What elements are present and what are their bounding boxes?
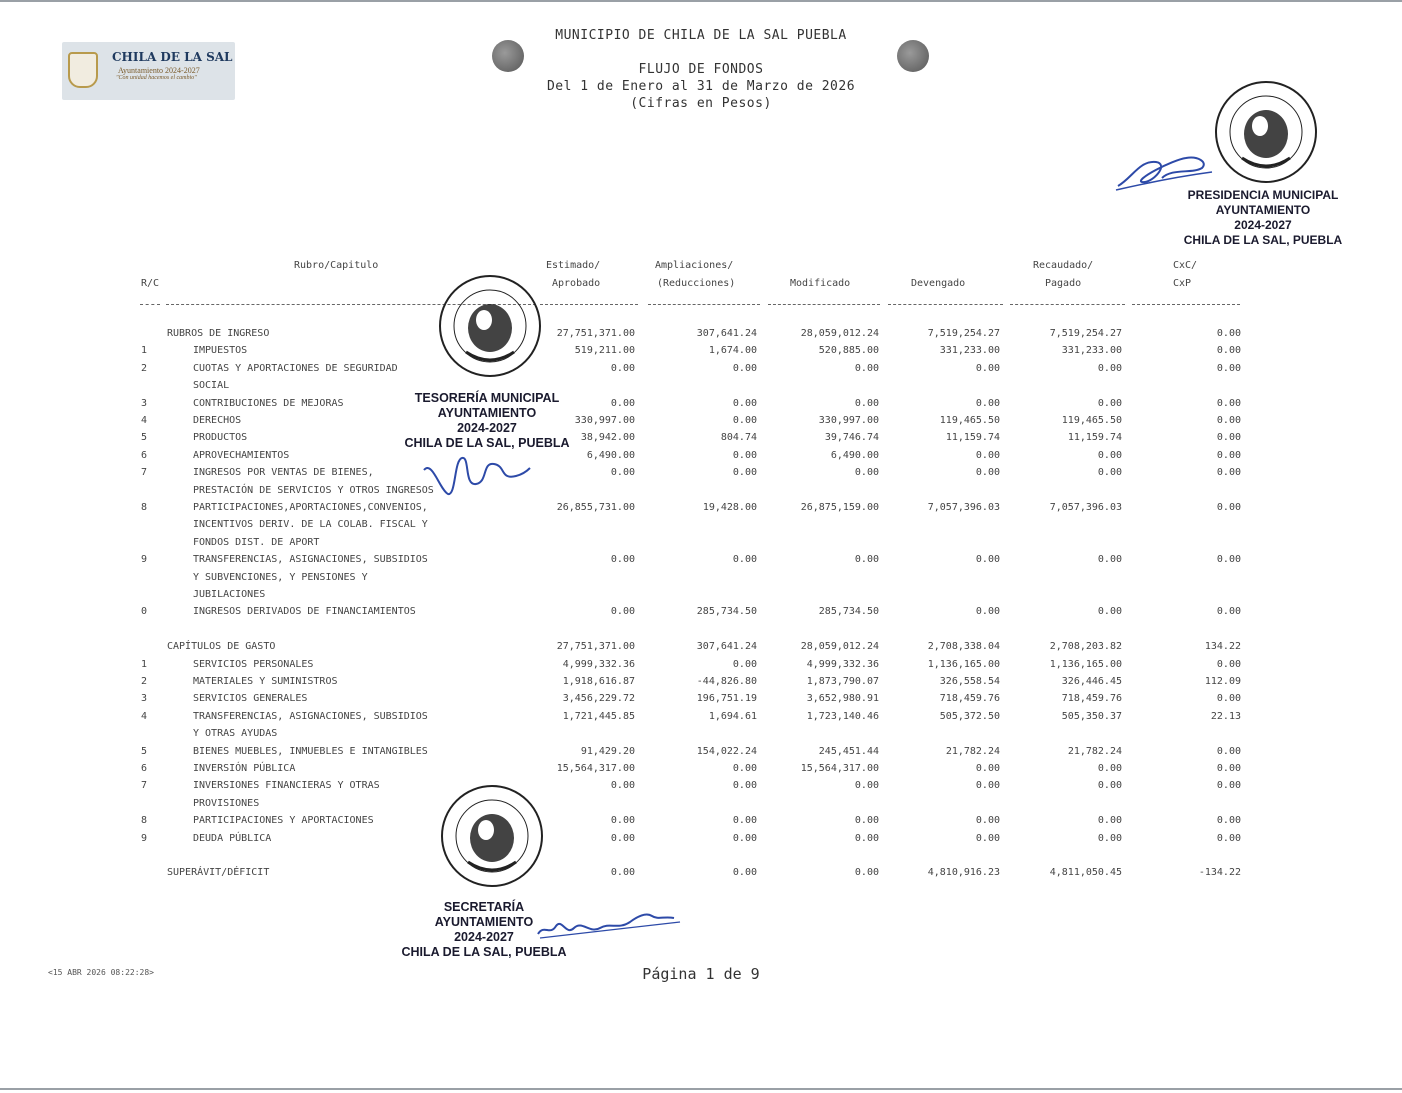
seal-line: TESORERÍA MUNICIPAL <box>414 391 560 405</box>
row-value: 0.00 <box>1216 502 1241 513</box>
row-value: 0.00 <box>1216 345 1241 357</box>
table-row <box>0 432 1402 449</box>
table-row <box>0 763 1402 780</box>
seal-line: AYUNTAMIENTO <box>1215 203 1311 217</box>
table-row <box>0 537 1402 554</box>
row-value: 4,999,332.36 <box>562 658 635 670</box>
row-label: SERVICIOS PERSONALES <box>193 658 314 670</box>
row-label: APROVECHAMIENTOS <box>193 449 290 461</box>
row-value: 0.00 <box>975 763 1000 774</box>
table-row <box>0 833 1402 850</box>
row-label: RUBROS DE INGRESO <box>167 328 270 339</box>
row-value: 0.00 <box>732 415 757 426</box>
row-label: Y OTRAS AYUDAS <box>193 728 278 740</box>
table-row <box>0 641 1402 658</box>
org-name: MUNICIPIO DE CHILA DE LA SAL PUEBLA <box>555 28 847 43</box>
row-value: 326,446.45 <box>1061 676 1122 687</box>
row-label: INCENTIVOS DERIV. DE LA COLAB. FISCAL Y <box>193 519 428 531</box>
row-value: 3,652,980.91 <box>806 693 879 705</box>
row-value: 0.00 <box>1097 815 1122 827</box>
row-value: 1,674.00 <box>708 345 757 357</box>
tesoreria-seal-text <box>392 391 582 451</box>
table-row <box>0 450 1402 467</box>
row-value: 0.00 <box>1216 815 1241 827</box>
row-value: 331,233.00 <box>1061 345 1122 357</box>
table-row <box>0 485 1402 502</box>
row-label: JUBILACIONES <box>193 589 266 600</box>
seal-line: SECRETARÍA <box>443 900 525 914</box>
national-seal-icon <box>438 782 546 890</box>
row-label: CAPÍTULOS DE GASTO <box>167 641 276 653</box>
row-value: -134.22 <box>1198 867 1241 879</box>
row-value: 7,057,396.03 <box>1049 502 1122 513</box>
logo-subtitle: Ayuntamiento 2024-2027 <box>118 66 200 75</box>
presidencia-seal <box>1212 78 1320 186</box>
row-value: 27,751,371.00 <box>556 328 635 339</box>
row-value: 112.09 <box>1204 676 1241 687</box>
row-value: 0.00 <box>1216 449 1241 461</box>
page-number: Página 1 de 9 <box>642 965 760 983</box>
row-value: 718,459.76 <box>939 693 1000 705</box>
col-recaudado-1: Recaudado/ <box>1033 260 1094 271</box>
row-label: DERECHOS <box>193 415 242 426</box>
table-row <box>0 693 1402 710</box>
table-row <box>0 589 1402 606</box>
col-recaudado-2: Pagado <box>1045 278 1082 289</box>
row-value: 119,465.50 <box>939 415 1000 426</box>
row-label: INGRESOS DERIVADOS DE FINANCIAMIENTOS <box>193 606 416 618</box>
row-value: 0.00 <box>854 815 879 827</box>
row-value: 505,350.37 <box>1061 710 1122 722</box>
row-value: 0.00 <box>1216 780 1241 792</box>
row-code: 1 <box>141 658 148 670</box>
logo-motto: "Con unidad hacemos el cambio" <box>116 75 197 81</box>
row-code: 8 <box>141 502 148 513</box>
table-row <box>0 415 1402 432</box>
row-value: 3,456,229.72 <box>562 693 635 705</box>
scan-edge-top <box>0 0 1402 2</box>
row-value: 285,734.50 <box>818 606 879 618</box>
row-value: 520,885.00 <box>818 345 879 357</box>
row-value: 285,734.50 <box>696 606 757 618</box>
row-code: 9 <box>141 832 148 844</box>
table-row <box>0 606 1402 623</box>
row-label: CONTRIBUCIONES DE MEJORAS <box>193 397 344 409</box>
table-row <box>0 867 1402 884</box>
row-value: 0.00 <box>1097 397 1122 409</box>
row-value: 1,694.61 <box>708 710 757 722</box>
row-code: 9 <box>141 554 148 566</box>
row-label: PRESTACIÓN DE SERVICIOS Y OTROS INGRESOS <box>193 484 434 496</box>
row-value: 119,465.50 <box>1061 415 1122 426</box>
row-value: 0.00 <box>975 780 1000 792</box>
row-value: 0.00 <box>732 780 757 792</box>
table-row <box>0 711 1402 728</box>
row-value: 0.00 <box>610 554 635 566</box>
print-timestamp: <15 ABR 2026 08:22:28> <box>48 968 154 977</box>
logo-name: CHILA DE LA SAL <box>112 50 233 64</box>
header-rule <box>648 304 760 305</box>
row-value: 330,997.00 <box>574 415 635 426</box>
row-value: 0.00 <box>610 606 635 618</box>
presidencia-seal-text <box>1168 188 1358 248</box>
secretaria-signature <box>534 906 684 942</box>
row-code: 6 <box>141 763 148 774</box>
table-row <box>0 676 1402 693</box>
row-value: 718,459.76 <box>1061 693 1122 705</box>
row-label: INVERSIONES FINANCIERAS Y OTRAS <box>193 780 380 792</box>
header-rule <box>540 304 638 305</box>
row-label: PARTICIPACIONES Y APORTACIONES <box>193 815 374 827</box>
row-value: 134.22 <box>1204 641 1241 653</box>
table-row <box>0 624 1402 641</box>
row-value: 307,641.24 <box>696 328 757 339</box>
table-row <box>0 572 1402 589</box>
row-value: 154,022.24 <box>696 745 757 757</box>
header-rule <box>140 304 160 305</box>
row-code: 7 <box>141 780 148 792</box>
row-label: INVERSIÓN PÚBLICA <box>193 763 296 774</box>
row-label: FONDOS DIST. DE APORT <box>193 536 320 548</box>
row-value: 0.00 <box>1216 328 1241 339</box>
row-code: 2 <box>141 676 148 687</box>
row-value: 1,136,165.00 <box>1049 658 1122 670</box>
row-label: CUOTAS Y APORTACIONES DE SEGURIDAD <box>193 362 398 374</box>
row-code: 4 <box>141 415 148 426</box>
table-row <box>0 398 1402 415</box>
row-value: 26,875,159.00 <box>800 502 879 513</box>
row-label: TRANSFERENCIAS, ASIGNACIONES, SUBSIDIOS <box>193 710 428 722</box>
row-value: 11,159.74 <box>945 432 1000 444</box>
row-value: 4,811,050.45 <box>1049 867 1122 879</box>
row-code: 5 <box>141 745 148 757</box>
table-row <box>0 798 1402 815</box>
seal-line: CHILA DE LA SAL, PUEBLA <box>404 436 570 450</box>
row-value: 0.00 <box>1216 554 1241 566</box>
row-code: 5 <box>141 432 148 444</box>
row-value: 330,997.00 <box>818 415 879 426</box>
table-row <box>0 850 1402 867</box>
row-value: 0.00 <box>854 362 879 374</box>
row-value: 4,999,332.36 <box>806 658 879 670</box>
table-row <box>0 746 1402 763</box>
col-devengado: Devengado <box>911 278 966 289</box>
row-label: PROVISIONES <box>193 797 260 809</box>
row-value: 0.00 <box>854 832 879 844</box>
row-label: DEUDA PÚBLICA <box>193 832 272 844</box>
row-value: 0.00 <box>975 397 1000 409</box>
table-row <box>0 328 1402 345</box>
row-value: 0.00 <box>732 362 757 374</box>
header-rule <box>1132 304 1240 305</box>
row-value: 0.00 <box>610 362 635 374</box>
seal-line: 2024-2027 <box>454 930 514 944</box>
row-value: 1,873,790.07 <box>806 676 879 687</box>
row-value: 2,708,338.04 <box>927 641 1000 653</box>
row-value: 0.00 <box>1216 832 1241 844</box>
row-value: 21,782.24 <box>945 745 1000 757</box>
row-code: 4 <box>141 710 148 722</box>
tesoreria-signature <box>420 450 532 498</box>
row-value: 0.00 <box>1216 606 1241 618</box>
row-value: 0.00 <box>854 467 879 479</box>
table-row <box>0 659 1402 676</box>
row-value: 0.00 <box>732 867 757 879</box>
row-value: 11,159.74 <box>1067 432 1122 444</box>
row-value: 0.00 <box>1097 449 1122 461</box>
table-row <box>0 380 1402 397</box>
row-label: TRANSFERENCIAS, ASIGNACIONES, SUBSIDIOS <box>193 554 428 566</box>
row-value: 0.00 <box>1097 606 1122 618</box>
row-value: 0.00 <box>610 832 635 844</box>
row-value: 0.00 <box>975 815 1000 827</box>
row-code: 2 <box>141 362 148 374</box>
row-value: 1,723,140.46 <box>806 710 879 722</box>
row-value: 0.00 <box>1216 693 1241 705</box>
row-value: 6,490.00 <box>586 449 635 461</box>
row-value: 0.00 <box>854 867 879 879</box>
row-code: 7 <box>141 467 148 479</box>
report-title: FLUJO DE FONDOS <box>638 62 764 77</box>
row-code: 0 <box>141 606 148 618</box>
row-value: 26,855,731.00 <box>556 502 635 513</box>
row-value: 1,136,165.00 <box>927 658 1000 670</box>
row-value: 0.00 <box>1097 554 1122 566</box>
row-value: -44,826.80 <box>696 676 757 687</box>
row-value: 0.00 <box>975 606 1000 618</box>
row-label: SOCIAL <box>193 380 230 392</box>
row-value: 0.00 <box>610 815 635 827</box>
row-value: 28,059,012.24 <box>800 641 879 653</box>
row-value: 15,564,317.00 <box>800 763 879 774</box>
row-label: SUPERÁVIT/DÉFICIT <box>167 867 270 879</box>
seal-line: AYUNTAMIENTO <box>437 406 537 420</box>
header-rule <box>888 304 1003 305</box>
row-value: 0.00 <box>732 554 757 566</box>
row-value: 0.00 <box>1097 832 1122 844</box>
row-value: 0.00 <box>1216 467 1241 479</box>
row-value: 326,558.54 <box>939 676 1000 687</box>
col-rc: R/C <box>141 278 160 289</box>
row-value: 22.13 <box>1210 710 1241 722</box>
row-value: 0.00 <box>1216 397 1241 409</box>
row-code: 8 <box>141 815 148 827</box>
row-value: 2,708,203.82 <box>1049 641 1122 653</box>
tesoreria-seal <box>436 272 544 380</box>
header-rule <box>768 304 880 305</box>
presidencia-signature <box>1112 148 1216 194</box>
col-ampl-2: (Reducciones) <box>657 278 736 289</box>
col-estimado-2: Aprobado <box>552 278 601 289</box>
row-code: 1 <box>141 345 148 357</box>
row-value: 0.00 <box>975 832 1000 844</box>
row-label: Y SUBVENCIONES, Y PENSIONES Y <box>193 571 368 583</box>
row-value: 0.00 <box>1216 658 1241 670</box>
row-value: 0.00 <box>732 763 757 774</box>
row-value: 0.00 <box>1216 415 1241 426</box>
row-value: 505,372.50 <box>939 710 1000 722</box>
row-value: 0.00 <box>854 397 879 409</box>
row-value: 7,057,396.03 <box>927 502 1000 513</box>
row-value: 0.00 <box>1216 362 1241 374</box>
row-value: 0.00 <box>732 815 757 827</box>
row-value: 0.00 <box>610 397 635 409</box>
row-value: 0.00 <box>975 467 1000 479</box>
table-row <box>0 815 1402 832</box>
seal-line: CHILA DE LA SAL, PUEBLA <box>401 945 567 959</box>
row-value: 0.00 <box>732 397 757 409</box>
row-value: 28,059,012.24 <box>800 328 879 339</box>
row-value: 0.00 <box>1216 763 1241 774</box>
col-rubro: Rubro/Capitulo <box>294 260 379 271</box>
report-period: Del 1 de Enero al 31 de Marzo de 2026 <box>546 79 856 94</box>
row-label: BIENES MUEBLES, INMUEBLES E INTANGIBLES <box>193 745 428 757</box>
row-value: 0.00 <box>854 780 879 792</box>
row-value: 7,519,254.27 <box>1049 328 1122 339</box>
row-value: 0.00 <box>610 467 635 479</box>
row-value: 4,810,916.23 <box>927 867 1000 879</box>
header-rule <box>1010 304 1125 305</box>
seal-line: 2024-2027 <box>1234 218 1292 232</box>
table-row <box>0 728 1402 745</box>
row-label: INGRESOS POR VENTAS DE BIENES, <box>193 467 374 479</box>
row-value: 0.00 <box>1097 362 1122 374</box>
row-code: 6 <box>141 449 148 461</box>
row-value: 0.00 <box>1216 745 1241 757</box>
row-value: 0.00 <box>1097 467 1122 479</box>
scan-edge-bottom <box>0 1088 1402 1090</box>
row-value: 0.00 <box>975 362 1000 374</box>
row-value: 0.00 <box>854 554 879 566</box>
col-cxc-2: CxP <box>1173 278 1192 289</box>
seal-line: PRESIDENCIA MUNICIPAL <box>1187 188 1339 202</box>
col-ampl-1: Ampliaciones/ <box>655 260 734 271</box>
table-row <box>0 345 1402 362</box>
row-value: 21,782.24 <box>1067 745 1122 757</box>
row-label: PRODUCTOS <box>193 432 248 444</box>
row-value: 0.00 <box>610 780 635 792</box>
col-estimado-1: Estimado/ <box>546 260 601 271</box>
row-label: SERVICIOS GENERALES <box>193 693 308 705</box>
row-value: 804.74 <box>720 432 757 444</box>
seal-line: 2024-2027 <box>457 421 517 435</box>
col-cxc-1: CxC/ <box>1173 260 1198 271</box>
row-value: 0.00 <box>610 867 635 879</box>
seal-line: CHILA DE LA SAL, PUEBLA <box>1183 233 1343 247</box>
row-value: 15,564,317.00 <box>556 763 635 774</box>
row-code: 3 <box>141 397 148 409</box>
row-label: PARTICIPACIONES,APORTACIONES,CONVENIOS, <box>193 502 428 513</box>
row-label: MATERIALES Y SUMINISTROS <box>193 676 338 687</box>
table-row <box>0 363 1402 380</box>
table-row <box>0 554 1402 571</box>
row-value: 307,641.24 <box>696 641 757 653</box>
row-code: 3 <box>141 693 148 705</box>
row-value: 27,751,371.00 <box>556 641 635 653</box>
row-value: 0.00 <box>732 449 757 461</box>
row-value: 6,490.00 <box>830 449 879 461</box>
row-value: 0.00 <box>732 467 757 479</box>
row-value: 0.00 <box>975 449 1000 461</box>
row-value: 7,519,254.27 <box>927 328 1000 339</box>
report-units: (Cifras en Pesos) <box>630 96 772 111</box>
table-row <box>0 780 1402 797</box>
row-value: 245,451.44 <box>818 745 879 757</box>
seal-line: AYUNTAMIENTO <box>434 915 534 929</box>
row-value: 19,428.00 <box>702 502 757 513</box>
table-row <box>0 519 1402 536</box>
table-row <box>0 502 1402 519</box>
row-value: 331,233.00 <box>939 345 1000 357</box>
col-modificado: Modificado <box>790 278 851 289</box>
row-value: 0.00 <box>1216 432 1241 444</box>
row-value: 0.00 <box>732 658 757 670</box>
national-seal-icon <box>1212 78 1320 186</box>
row-value: 519,211.00 <box>574 345 635 357</box>
secretaria-seal <box>438 782 546 890</box>
row-value: 196,751.19 <box>696 693 757 705</box>
row-value: 38,942.00 <box>580 432 635 444</box>
row-value: 0.00 <box>1097 763 1122 774</box>
national-seal-icon <box>436 272 544 380</box>
row-value: 91,429.20 <box>580 745 635 757</box>
row-value: 0.00 <box>732 832 757 844</box>
row-value: 39,746.74 <box>824 432 879 444</box>
row-value: 1,918,616.87 <box>562 676 635 687</box>
row-label: IMPUESTOS <box>193 345 248 357</box>
row-value: 1,721,445.85 <box>562 710 635 722</box>
row-value: 0.00 <box>975 554 1000 566</box>
table-row <box>0 467 1402 484</box>
row-value: 0.00 <box>1097 780 1122 792</box>
